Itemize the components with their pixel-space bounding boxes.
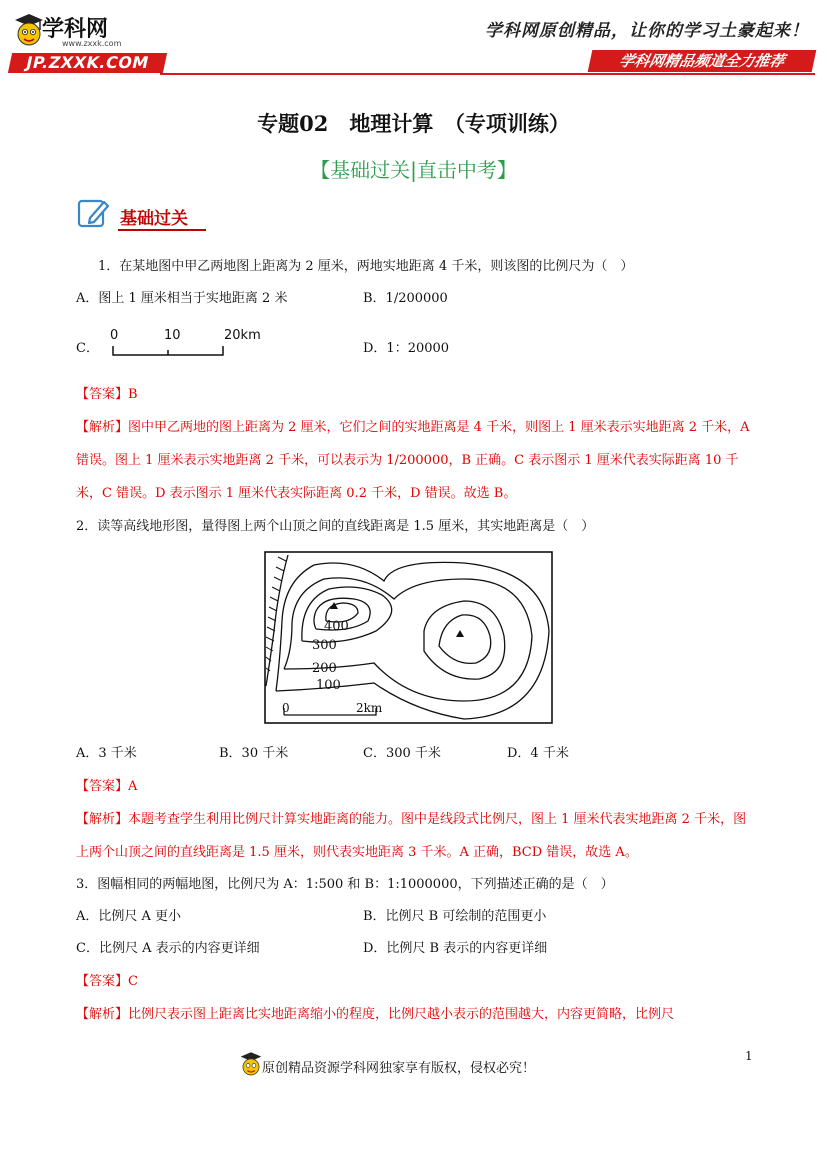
contour-label-300: 300 [312, 638, 337, 653]
contour-label-400: 400 [324, 619, 349, 634]
q1-explain-tag: 【解析】 [76, 420, 129, 435]
map-scale-2km: 2km [356, 701, 383, 715]
q1-option-b[interactable]: B．1/200000 [363, 291, 448, 306]
header-slogan: 学科网原创精品，让你的学习土豪起来！ [485, 21, 809, 41]
contour-label-100: 100 [316, 678, 341, 693]
mascot-icon [240, 1050, 262, 1078]
section-underline [118, 229, 206, 231]
footer-copyright: 原创精品资源学科网独家享有版权，侵权必究！ [262, 1061, 536, 1076]
q2-option-b[interactable]: B．30 千米 [219, 746, 289, 761]
header-logo [14, 12, 44, 48]
q2-stem: 2．读等高线地形图，量得图上两个山顶之间的直线距离是 1.5 厘米，其实地距离是（ ） [76, 519, 595, 534]
q2-option-d[interactable]: D．4 千米 [507, 746, 569, 761]
q3-explain-tag: 【解析】 [76, 1007, 129, 1022]
q3-option-d[interactable]: D．比例尺 B 表示的内容更详细 [363, 941, 548, 956]
q1-explanation [76, 411, 756, 510]
q1-explain-text: 图中甲乙两地的图上距离为 2 厘米，它们之间的实地距离是 4 千米，则图上 1 厘米表示实地距离 2 千米，A 错误。图上 1 厘米表示实地距离 2 千米，可以表示为 1/200000，B 正确。C 表示图示 1 厘米代表实际距离 10 千米，C 错误。D 表示图示 1 厘米代表实际距离 0.2 千米，D 错误。故选 B。 [76, 420, 750, 501]
q2-option-a[interactable]: A．3 千米 [76, 746, 137, 761]
q3-option-a[interactable]: A．比例尺 A 更小 [76, 909, 182, 924]
mascot-icon [14, 12, 44, 48]
q2-explanation [76, 803, 756, 869]
scale-tick-0: 0 [110, 328, 119, 343]
q3-stem: 3．图幅相同的两幅地图，比例尺为 A：1:500 和 B：1:1000000，下列描述正确的是（ ） [76, 877, 614, 892]
section-icon-box [76, 196, 110, 230]
scale-tick-10: 10 [164, 328, 181, 343]
pencil-edit-icon [76, 196, 110, 230]
q1-stem: 1．在某地图中甲乙两地图上距离为 2 厘米，两地实地距离 4 千米，则该图的比例尺为（ ） [98, 259, 634, 274]
section-label: 基础过关 [120, 209, 188, 229]
q1-scale-bar [106, 326, 276, 362]
q2-explain-text: 本题考查学生利用比例尺计算实地距离的能力。图中是线段式比例尺，图上 1 厘米代表实地距离 2 千米，图上两个山顶之间的直线距离是 1.5 厘米，则代表实地距离 3 千米。A 正确，BCD 错误，故选 A。 [76, 812, 747, 860]
header-divider [160, 73, 815, 75]
q2-answer: 【答案】A [76, 779, 138, 794]
q2-explain-tag: 【解析】 [76, 812, 129, 827]
page-title: 专题02 地理计算 （专项训练） [257, 111, 570, 136]
scale-tick-20: 20km [224, 328, 261, 343]
q2-option-c[interactable]: C．300 千米 [363, 746, 441, 761]
contour-label-200: 200 [312, 661, 337, 676]
map-scale-0: 0 [282, 701, 290, 715]
q1-answer: 【答案】B [76, 387, 138, 402]
q3-answer: 【答案】C [76, 974, 138, 989]
logo-url: www.zxxk.com [62, 39, 122, 48]
page-number: 1 [745, 1049, 753, 1063]
q1-option-c[interactable]: C． [76, 341, 99, 356]
contour-map-figure [264, 551, 554, 725]
q1-option-a[interactable]: A．图上 1 厘米相当于实地距离 2 米 [76, 291, 288, 306]
q1-option-d[interactable]: D．1：20000 [363, 341, 450, 356]
contour-map [264, 551, 554, 725]
page-subtitle: 【基础过关|直击中考】 [310, 158, 517, 182]
q3-option-c[interactable]: C．比例尺 A 表示的内容更详细 [76, 941, 260, 956]
q3-option-b[interactable]: B．比例尺 B 可绘制的范围更小 [363, 909, 547, 924]
scale-line [106, 344, 236, 358]
q3-explain-text: 比例尺表示图上距离比实地距离缩小的程度，比例尺越小表示的范围越大，内容更简略，比例尺 [128, 1007, 675, 1022]
q3-explanation [76, 998, 756, 1031]
header-banner: 学科网精品频道全力推荐 [588, 50, 817, 72]
logo-domain[interactable]: JP.ZXXK.COM [8, 53, 167, 73]
logo-name: 学科网 [42, 17, 109, 42]
footer-mascot [240, 1050, 262, 1078]
